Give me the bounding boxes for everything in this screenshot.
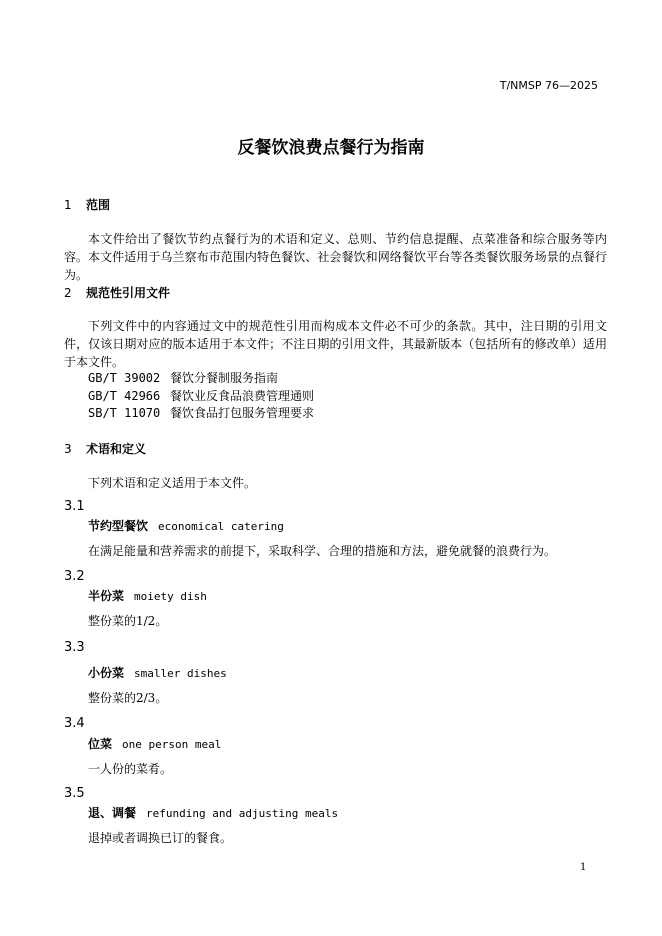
clause-number: 3.3 bbox=[64, 640, 85, 655]
document-title: 反餐饮浪费点餐行为指南 bbox=[237, 138, 425, 158]
term-chinese: 半份菜 bbox=[88, 589, 125, 603]
normative-refs-intro: 下列文件中的内容通过文中的规范性引用而构成本文件必不可少的条款。其中，注日期的引用文件，仅该日期对应的版本适用于本文件；不注日期的引用文件，其最新版本（包括所有的修改单）适用于本文件。 bbox=[64, 319, 607, 369]
term-chinese: 节约型餐饮 bbox=[88, 519, 149, 533]
clause-number: 3.5 bbox=[64, 786, 85, 801]
section-number: 2 bbox=[64, 286, 72, 300]
term-entry bbox=[88, 587, 207, 604]
term-definition: 退掉或者调换已订的餐食。 bbox=[88, 831, 233, 845]
term-definition: 整份菜的1/2。 bbox=[88, 614, 168, 628]
section-number: 3 bbox=[64, 442, 72, 456]
term-english: one person meal bbox=[122, 738, 222, 751]
term-entry bbox=[88, 664, 227, 681]
term-english: smaller dishes bbox=[134, 667, 227, 680]
document-code: T/NMSP 76—2025 bbox=[499, 79, 598, 92]
reference-item bbox=[88, 387, 314, 404]
reference-code: GB/T 39002 bbox=[88, 371, 161, 385]
term-entry bbox=[88, 804, 338, 821]
section-title: 规范性引用文件 bbox=[86, 286, 171, 300]
term-english: moiety dish bbox=[134, 590, 207, 603]
term-chinese: 小份菜 bbox=[88, 666, 125, 680]
page-number: 1 bbox=[580, 862, 587, 873]
clause-number: 3.2 bbox=[64, 569, 85, 584]
term-definition: 整份菜的2/3。 bbox=[88, 691, 168, 705]
clause-number: 3.4 bbox=[64, 716, 85, 731]
reference-title: 餐饮业反食品浪费管理通则 bbox=[170, 389, 315, 403]
section-number: 1 bbox=[64, 198, 72, 212]
term-definition: 一人份的菜肴。 bbox=[88, 762, 173, 776]
reference-title: 餐饮食品打包服务管理要求 bbox=[170, 406, 315, 420]
reference-title: 餐饮分餐制服务指南 bbox=[170, 371, 279, 385]
term-english: refunding and adjusting meals bbox=[146, 807, 339, 820]
term-entry bbox=[88, 517, 284, 534]
term-entry bbox=[88, 735, 221, 752]
section-heading-normative-refs bbox=[64, 284, 170, 301]
reference-item bbox=[88, 404, 314, 421]
section-title: 术语和定义 bbox=[86, 442, 147, 456]
section-title: 范围 bbox=[86, 198, 111, 212]
term-chinese: 退、调餐 bbox=[88, 806, 137, 820]
scope-paragraph-1: 本文件给出了餐饮节约点餐行为的术语和定义、总则、节约信息提醒、点菜准备和综合服务等内容。 bbox=[64, 232, 607, 264]
term-english: economical catering bbox=[158, 520, 284, 533]
term-chinese: 位菜 bbox=[88, 737, 113, 751]
reference-item bbox=[88, 369, 278, 386]
scope-paragraph-2: 本文件适用于乌兰察布市范围内特色餐饮、社会餐饮和网络餐饮平台等各类餐饮服务场景的点餐行为。 bbox=[64, 250, 607, 282]
clause-number: 3.1 bbox=[64, 499, 85, 514]
reference-code: GB/T 42966 bbox=[88, 389, 161, 403]
reference-code: SB/T 11070 bbox=[88, 406, 161, 420]
terms-intro: 下列术语和定义适用于本文件。 bbox=[88, 476, 257, 490]
section-heading-scope bbox=[64, 196, 110, 213]
term-definition: 在满足能量和营养需求的前提下，采取科学、合理的措施和方法，避免就餐的浪费行为。 bbox=[88, 544, 557, 558]
section-heading-terms bbox=[64, 440, 146, 457]
